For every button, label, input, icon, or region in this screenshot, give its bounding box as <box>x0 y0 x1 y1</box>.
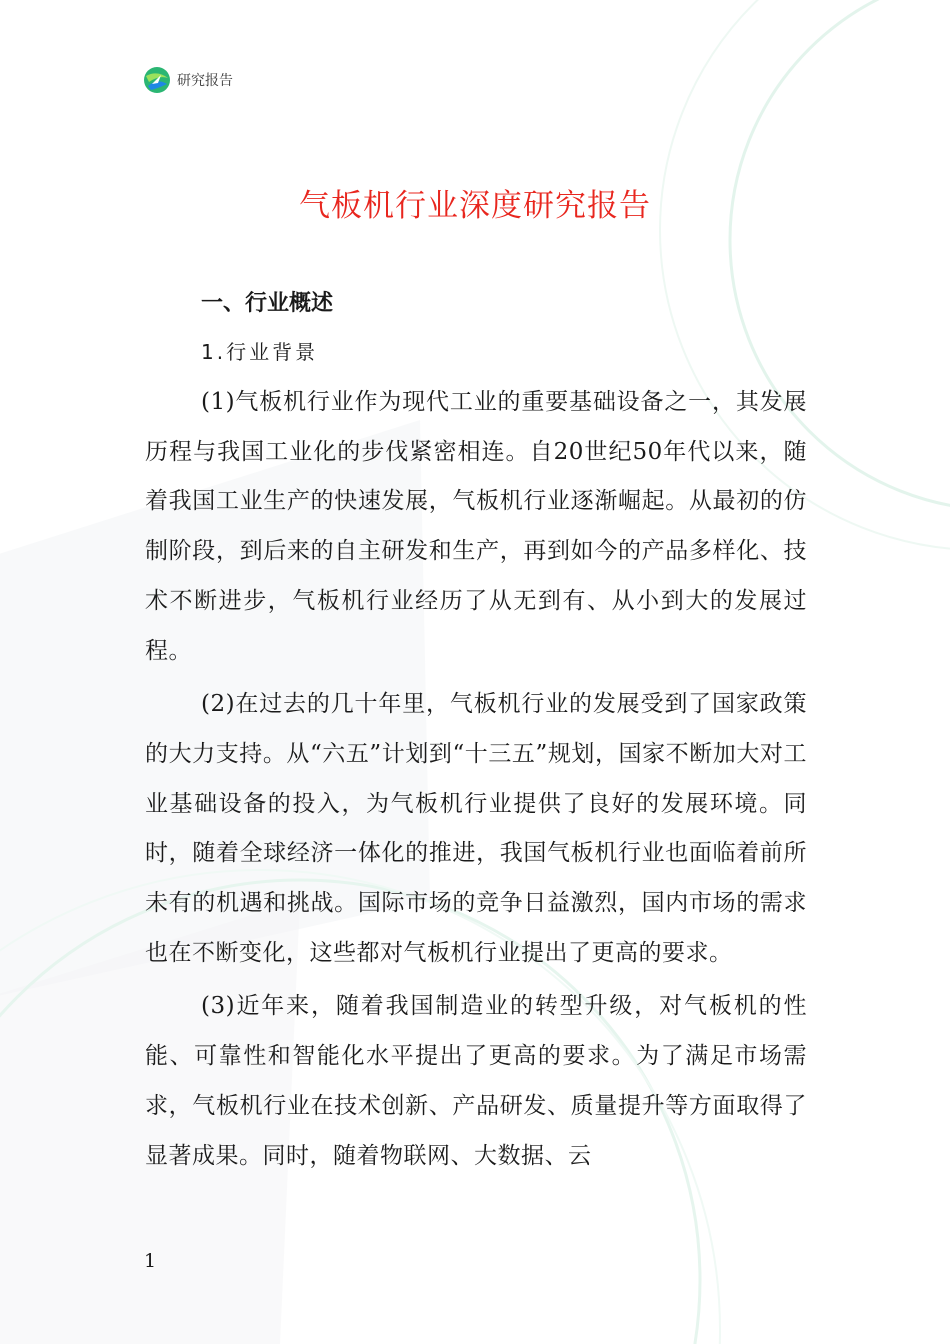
page-number: 1 <box>144 1250 157 1272</box>
leaf-globe-logo-icon <box>143 66 171 94</box>
subsection-heading: 1.行业背景 <box>201 340 319 364</box>
document-title: 气板机行业深度研究报告 <box>299 188 651 224</box>
section-heading: 一、行业概述 <box>201 291 334 316</box>
paragraph: (1)气板机行业作为现代工业的重要基础设备之一，其发展历程与我国工业化的步伐紧密相连。自20世纪50年代以来，随着我国工业生产的快速发展，气板机行业逐渐崛起。从最初的仿制阶段，到后来的自主研发和生产，再到如今的产品多样化、技术不断进步，气板机行业经历了从无到有、从小到大的发展过程。 <box>145 389 807 664</box>
paragraph: (2)在过去的几十年里，气板机行业的发展受到了国家政策的大力支持。从“六五”计划到“十三五”规划，国家不断加大对工业基础设备的投入，为气板机行业提供了良好的发展环境。同时，随着全球经济一体化的推进，我国气板机行业也面临着前所未有的机遇和挑战。国际市场的竞争日益激烈，国内市场的需求也在不断变化，这些都对气板机行业提出了更高的要求。 <box>145 691 807 966</box>
paragraph: (3)近年来，随着我国制造业的转型升级，对气板机的性能、可靠性和智能化水平提出了更高的要求。为了满足市场需求，气板机行业在技术创新、产品研发、质量提升等方面取得了显著成果。同时，随着物联网、大数据、云 <box>145 993 807 1169</box>
header-label: 研究报告 <box>177 73 233 89</box>
report-header <box>143 66 233 94</box>
document-body <box>145 282 807 1181</box>
